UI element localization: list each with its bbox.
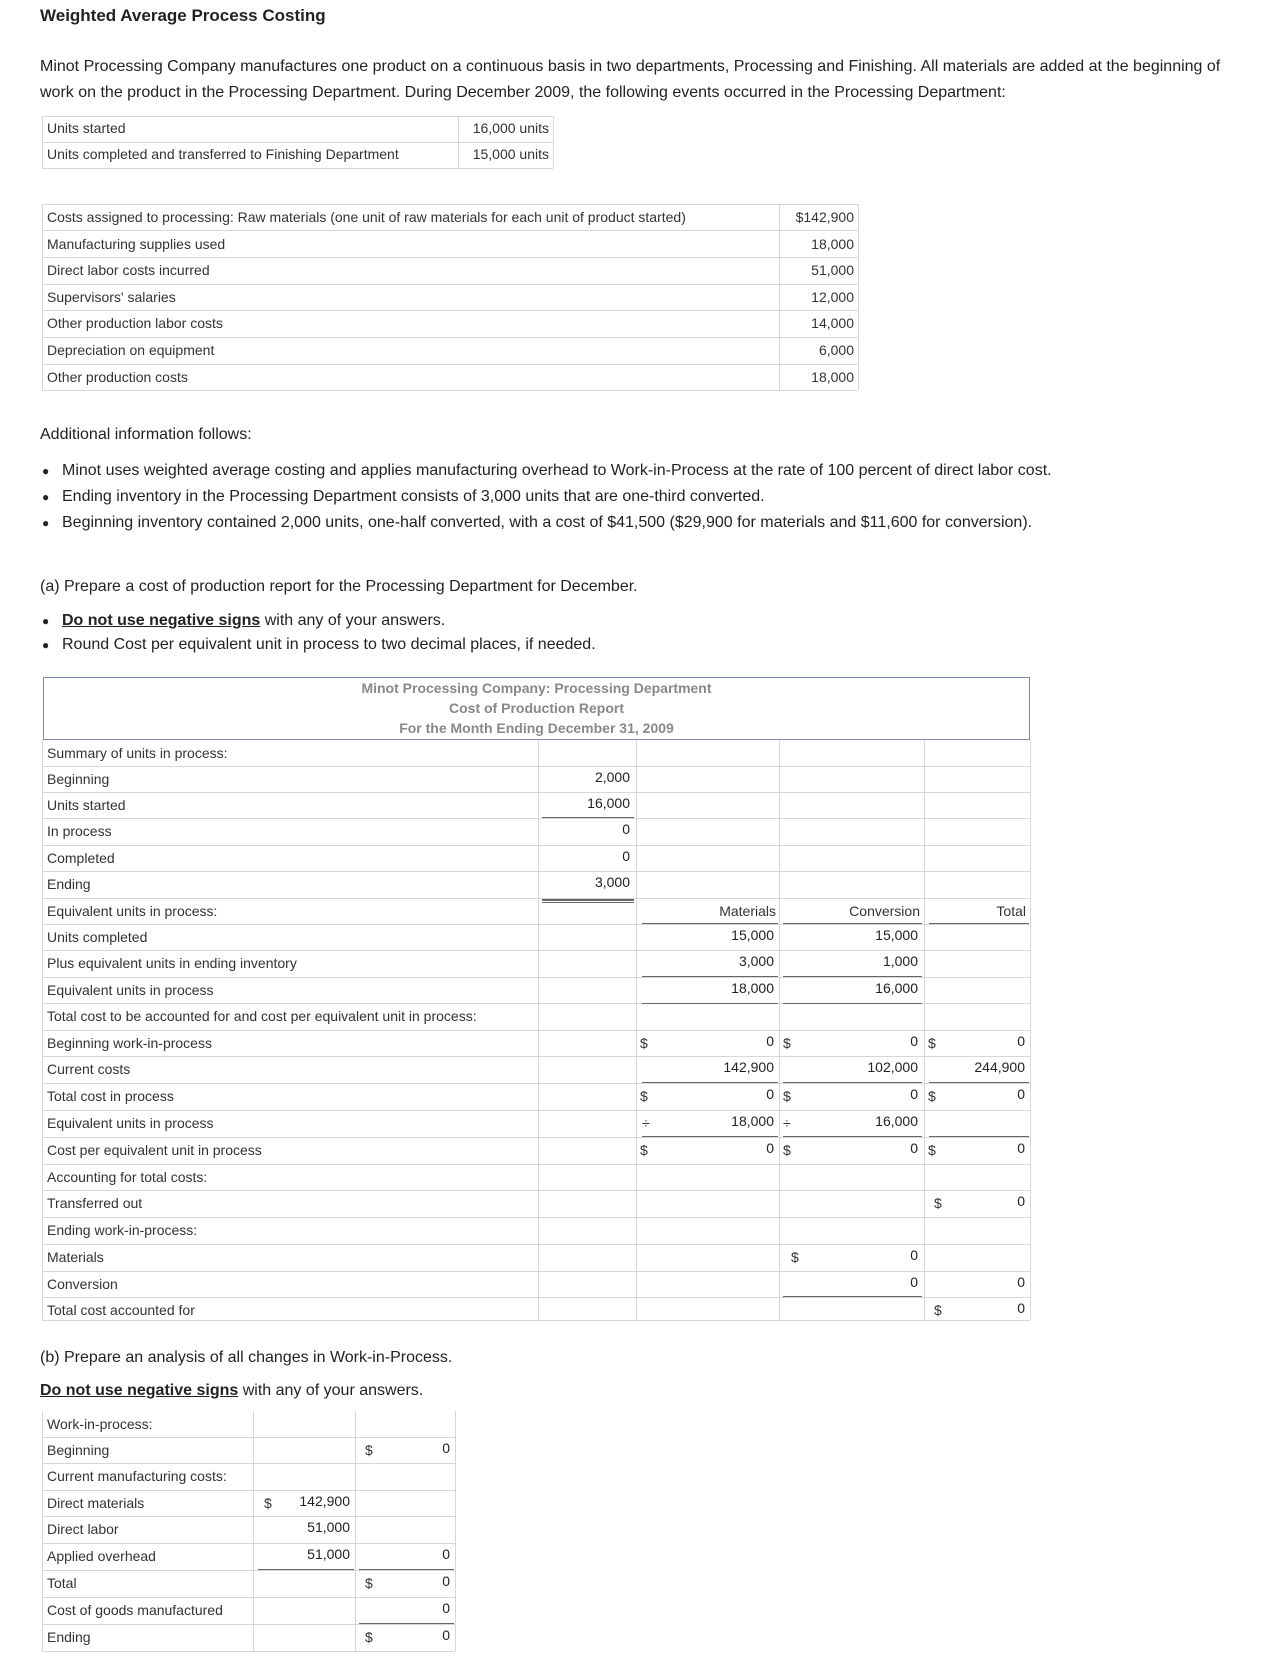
wip-total-label: Total — [47, 1575, 77, 1591]
cost-row-value: 18,000 — [811, 369, 854, 385]
eu2-materials-input[interactable]: 18,000 — [731, 1113, 774, 1129]
plus-equiv-label: Plus equivalent units in ending inventory — [47, 955, 297, 971]
instruction-text: with any of your answers. — [238, 1382, 424, 1399]
ewip-conversion-label: Conversion — [47, 1276, 118, 1292]
tc-total-input[interactable]: 0 — [1017, 1086, 1025, 1102]
cost-row-label: Manufacturing supplies used — [47, 236, 226, 252]
cost-row-label: Supervisors' salaries — [47, 289, 176, 305]
beginning-label: Beginning — [47, 771, 110, 787]
transferred-out-label: Transferred out — [47, 1195, 143, 1211]
tc-conversion-input[interactable]: 0 — [910, 1086, 918, 1102]
ending-wip-heading: Ending work-in-process: — [47, 1222, 198, 1238]
part-b-instruction — [40, 1382, 423, 1400]
cc-materials-input[interactable]: 142,900 — [723, 1059, 774, 1075]
cost-per-equiv-label: Cost per equivalent unit in process — [47, 1142, 262, 1158]
units-started-label: Units started — [47, 120, 126, 136]
dm-input[interactable]: 142,900 — [299, 1493, 350, 1509]
dollar-sign: $ — [934, 1302, 942, 1318]
ao-total-input[interactable]: 0 — [442, 1546, 450, 1562]
tc-materials-input[interactable]: 0 — [766, 1086, 774, 1102]
units-completed-label: Units completed — [47, 929, 148, 945]
pe-materials-input[interactable]: 3,000 — [738, 953, 774, 969]
dollar-sign: $ — [640, 1142, 648, 1158]
intro-paragraph: Minot Processing Company manufactures one product on a continuous basis in two departments, Processing and Finishing. All materials are added at the beginning of work on the product in the Processing Department. During December 2009, the following events occurred in the Processing Department: — [40, 58, 1221, 101]
total-accounted-label: Total cost accounted for — [47, 1302, 195, 1318]
additional-heading: Additional information follows: — [40, 426, 252, 443]
cpe-materials-input[interactable]: 0 — [766, 1140, 774, 1156]
dollar-sign: $ — [783, 1088, 791, 1104]
wip-ending-label: Ending — [47, 1629, 91, 1645]
equiv-units-label: Equivalent units in process — [47, 982, 214, 998]
beginning-units-input[interactable]: 2,000 — [594, 769, 630, 785]
cost-row-label: Other production labor costs — [47, 315, 223, 331]
page-title: Weighted Average Process Costing — [40, 6, 326, 25]
cogm-input[interactable]: 0 — [442, 1600, 450, 1616]
no-negative-signs-note: Do not use negative signs — [40, 1382, 239, 1399]
equiv-units-heading: Equivalent units in process: — [47, 903, 218, 919]
beg-wip-label: Beginning work-in-process — [47, 1035, 212, 1051]
equiv-units2-label: Equivalent units in process — [47, 1115, 214, 1131]
eu-conversion-input[interactable]: 16,000 — [875, 980, 918, 996]
cost-row-label: Costs assigned to processing: Raw materials (one unit of raw materials for each unit of product started) — [47, 209, 686, 225]
current-costs-label: Current costs — [47, 1061, 131, 1077]
rounding-instruction: Round Cost per equivalent unit in process to two decimal places, if needed. — [62, 636, 596, 653]
cost-row-label: Other production costs — [47, 369, 188, 385]
tca-total-input[interactable]: 0 — [1017, 1300, 1025, 1316]
ao-input[interactable]: 51,000 — [307, 1546, 350, 1562]
total-cost-in-process-label: Total cost in process — [47, 1088, 174, 1104]
ewip-materials-input[interactable]: 0 — [910, 1247, 918, 1263]
current-costs-heading: Current manufacturing costs: — [47, 1468, 227, 1484]
dollar-sign: $ — [928, 1142, 936, 1158]
pe-conversion-input[interactable]: 1,000 — [882, 953, 918, 969]
report-company: Minot Processing Company: Processing Department — [361, 680, 712, 696]
units-completed-value: 15,000 units — [472, 146, 549, 162]
dl-input[interactable]: 51,000 — [307, 1519, 350, 1535]
wip-total-input[interactable]: 0 — [442, 1573, 450, 1589]
dm-label: Direct materials — [47, 1495, 145, 1511]
cc-conversion-input[interactable]: 102,000 — [867, 1059, 918, 1075]
units-completed-label: Units completed and transferred to Finishing Department — [47, 146, 399, 162]
col-materials: Materials — [719, 903, 776, 919]
dollar-sign: $ — [640, 1035, 648, 1051]
units-started-value: 16,000 units — [472, 120, 549, 136]
dollar-sign: $ — [365, 1442, 373, 1458]
dl-label: Direct labor — [47, 1521, 119, 1537]
instruction-text: with any of your answers. — [260, 612, 446, 629]
accounting-heading: Accounting for total costs: — [47, 1169, 208, 1185]
completed-label: Completed — [47, 850, 115, 866]
wip-beginning-input[interactable]: 0 — [442, 1440, 450, 1456]
cost-row-value: 6,000 — [818, 342, 854, 358]
transferred-total-input[interactable]: 0 — [1017, 1193, 1025, 1209]
in-process-input[interactable]: 0 — [622, 821, 630, 837]
bullet-text: Beginning inventory contained 2,000 units, one-half converted, with a cost of $41,500 ($29,900 for materials and $11,600 for conversion). — [62, 514, 1033, 531]
cost-row-value: 18,000 — [811, 236, 854, 252]
cogm-label: Cost of goods manufactured — [47, 1602, 223, 1618]
dollar-sign: $ — [928, 1088, 936, 1104]
cost-row-label: Depreciation on equipment — [47, 342, 215, 358]
dollar-sign: $ — [264, 1495, 272, 1511]
bw-conversion-input[interactable]: 0 — [910, 1033, 918, 1049]
cost-row-value: 12,000 — [811, 289, 854, 305]
part-a-heading: (a) Prepare a cost of production report for the Processing Department for December. — [40, 578, 638, 595]
units-started-input[interactable]: 16,000 — [587, 795, 630, 811]
units-started-label: Units started — [47, 797, 126, 813]
ewip-materials-label: Materials — [47, 1249, 104, 1265]
dollar-sign: $ — [365, 1629, 373, 1645]
ewip-total-input[interactable]: 0 — [1017, 1274, 1025, 1290]
dollar-sign: $ — [640, 1088, 648, 1104]
report-title: Cost of Production Report — [449, 700, 624, 716]
divide-icon: ÷ — [642, 1115, 650, 1131]
dollar-sign: $ — [791, 1249, 799, 1265]
report-period: For the Month Ending December 31, 2009 — [399, 720, 674, 736]
cost-row-value: 14,000 — [811, 315, 854, 331]
wip-heading: Work-in-process: — [47, 1416, 153, 1432]
cost-row-value: $142,900 — [795, 209, 854, 225]
eu2-conversion-input[interactable]: 16,000 — [875, 1113, 918, 1129]
uc-materials-input[interactable]: 15,000 — [731, 927, 774, 943]
bullet-text: Minot uses weighted average costing and applies manufacturing overhead to Work-in-Process at the rate of 100 percent of direct labor cost. — [62, 462, 1052, 479]
bw-total-input[interactable]: 0 — [1017, 1033, 1025, 1049]
dollar-sign: $ — [783, 1142, 791, 1158]
dollar-sign: $ — [365, 1575, 373, 1591]
total-cost-heading: Total cost to be accounted for and cost per equivalent unit in process: — [47, 1008, 477, 1024]
summary-label: Summary of units in process: — [47, 745, 228, 761]
wip-ending-input[interactable]: 0 — [442, 1627, 450, 1643]
dollar-sign: $ — [928, 1035, 936, 1051]
col-conversion: Conversion — [849, 903, 920, 919]
ending-units-input[interactable]: 3,000 — [594, 874, 630, 890]
in-process-label: In process — [47, 823, 112, 839]
ewip-conversion-input[interactable]: 0 — [910, 1274, 918, 1290]
uc-conversion-input[interactable]: 15,000 — [875, 927, 918, 943]
cpe-total-input[interactable]: 0 — [1017, 1140, 1025, 1156]
completed-input[interactable]: 0 — [622, 848, 630, 864]
bw-materials-input[interactable]: 0 — [766, 1033, 774, 1049]
no-negative-signs-note: Do not use negative signs — [62, 612, 261, 629]
cost-row-label: Direct labor costs incurred — [47, 262, 210, 278]
eu-materials-input[interactable]: 18,000 — [731, 980, 774, 996]
col-total: Total — [996, 903, 1026, 919]
dollar-sign: $ — [934, 1195, 942, 1211]
part-b-heading: (b) Prepare an analysis of all changes in Work-in-Process. — [40, 1349, 453, 1366]
cost-row-value: 51,000 — [811, 262, 854, 278]
part-a-instructions: ● Do not use negative signs with any of your answers. ● Round Cost per equivalent unit in process to two decimal places, if needed. — [40, 609, 596, 657]
cc-total-input[interactable]: 244,900 — [974, 1059, 1025, 1075]
additional-bullets: ● Minot uses weighted average costing and applies manufacturing overhead to Work-in-Process at the rate of 100 percent of direct labor cost. ● Ending inventory in the Processing Department consists of 3,000 units that are one-third converted. ● Beginning inventory contained 2,000 units, one-half converted, with a cost of $41,500 ($29,900 for materials and $11,600 for conversion). — [40, 458, 1052, 536]
divide-icon: ÷ — [783, 1115, 791, 1131]
ending-label: Ending — [47, 876, 91, 892]
cpe-conversion-input[interactable]: 0 — [910, 1140, 918, 1156]
ao-label: Applied overhead — [47, 1548, 156, 1564]
bullet-text: Ending inventory in the Processing Department consists of 3,000 units that are one-third converted. — [62, 488, 765, 505]
dollar-sign: $ — [783, 1035, 791, 1051]
wip-beginning-label: Beginning — [47, 1442, 110, 1458]
